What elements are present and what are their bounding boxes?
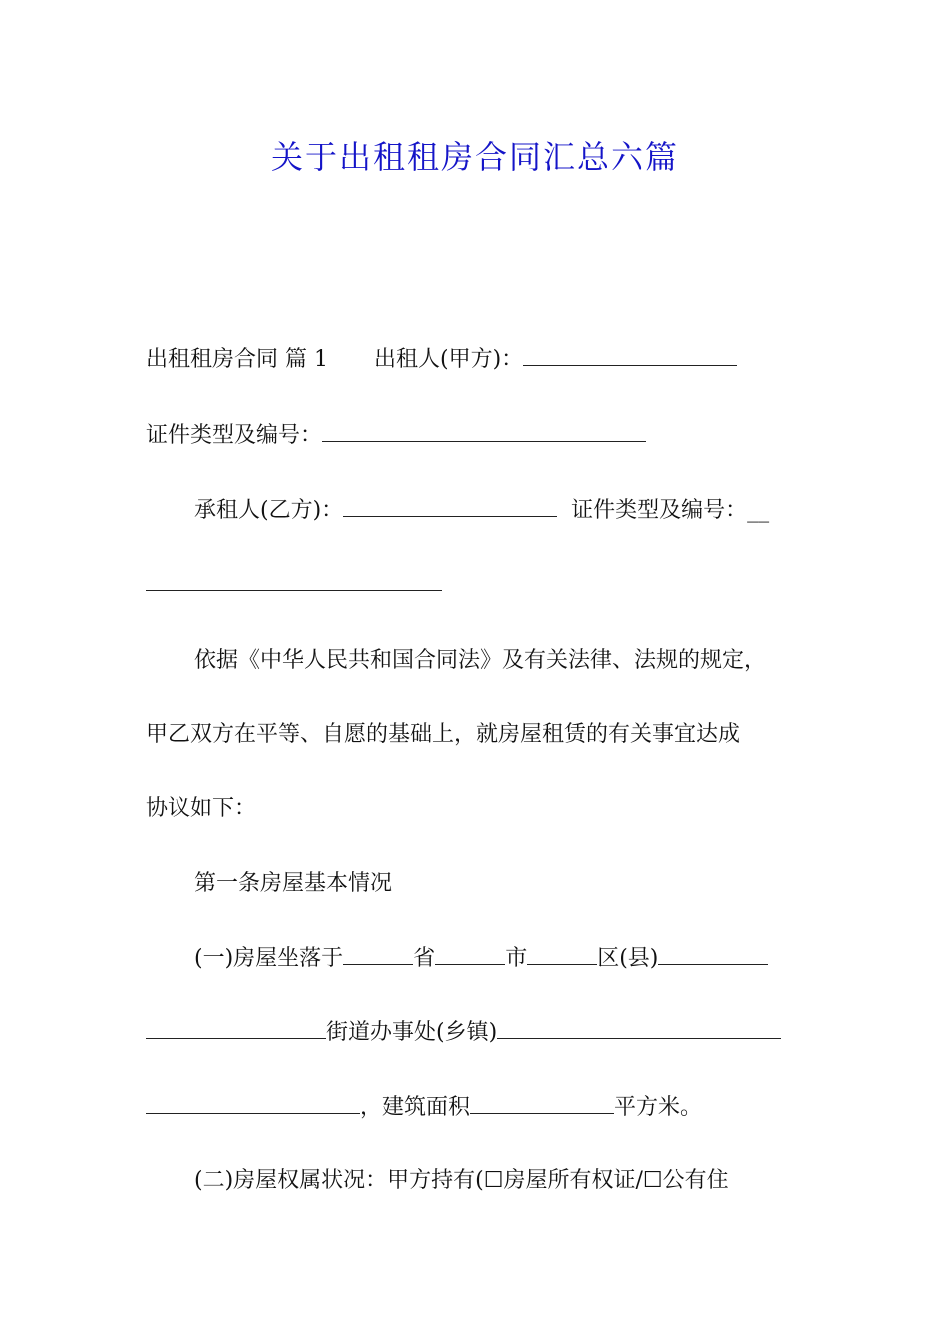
street-blank: [658, 944, 768, 965]
street-label: 街道办事处(乡镇): [326, 1020, 498, 1045]
city-label: 市: [505, 946, 528, 971]
ownership-text: (二)房屋权属状况：甲方持有(☐房屋所有权证/☐公有住: [194, 1168, 729, 1193]
paragraph-text: 依据《中华人民共和国合同法》及有关法律、法规的规定，: [194, 648, 767, 673]
address-blank: [146, 1093, 360, 1114]
lessor-id-label: 证件类型及编号：: [146, 423, 323, 448]
district-label: 区(县): [597, 946, 659, 971]
lessee-id-blank: [146, 570, 442, 591]
street-blank: [146, 1018, 326, 1039]
location-label: (一)房屋坐落于: [194, 946, 344, 971]
document-title: 关于出租租房合同汇总六篇: [270, 138, 679, 176]
lessee-label: 承租人(乙方)：: [194, 498, 344, 523]
township-blank: [497, 1018, 781, 1039]
lessee-line: [194, 496, 874, 526]
paragraph-line: [146, 720, 826, 750]
lessor-label: 出租人(甲方)：: [373, 347, 524, 372]
article-heading: [194, 869, 874, 899]
paragraph-text: 甲乙双方在平等、自愿的基础上，就房屋租赁的有关事宜达成: [146, 722, 741, 747]
lessee-blank: [343, 496, 557, 517]
ownership-line: [194, 1166, 874, 1196]
paragraph-line: [146, 794, 826, 824]
lessor-blank: [523, 345, 737, 366]
lessee-id-label: 证件类型及编号：__: [571, 498, 770, 523]
location-line: [194, 944, 874, 974]
lessor-line: [146, 345, 826, 375]
province-label: 省: [413, 946, 436, 971]
lessor-id-line: [146, 421, 826, 451]
province-blank: [343, 944, 413, 965]
street-line: [146, 1018, 826, 1048]
area-unit: 平方米。: [614, 1095, 703, 1120]
lessor-id-blank: [322, 421, 646, 442]
lessee-id-line: [146, 570, 826, 600]
paragraph-text: 协议如下：: [146, 796, 257, 821]
area-label: ，建筑面积: [360, 1095, 471, 1120]
area-line: [146, 1093, 826, 1123]
area-blank: [470, 1093, 614, 1114]
paragraph-line: [194, 646, 874, 676]
contract-heading: 出租租房合同 篇 1: [146, 347, 328, 372]
district-blank: [527, 944, 597, 965]
article-heading-text: 第一条房屋基本情况: [194, 871, 393, 896]
city-blank: [435, 944, 505, 965]
